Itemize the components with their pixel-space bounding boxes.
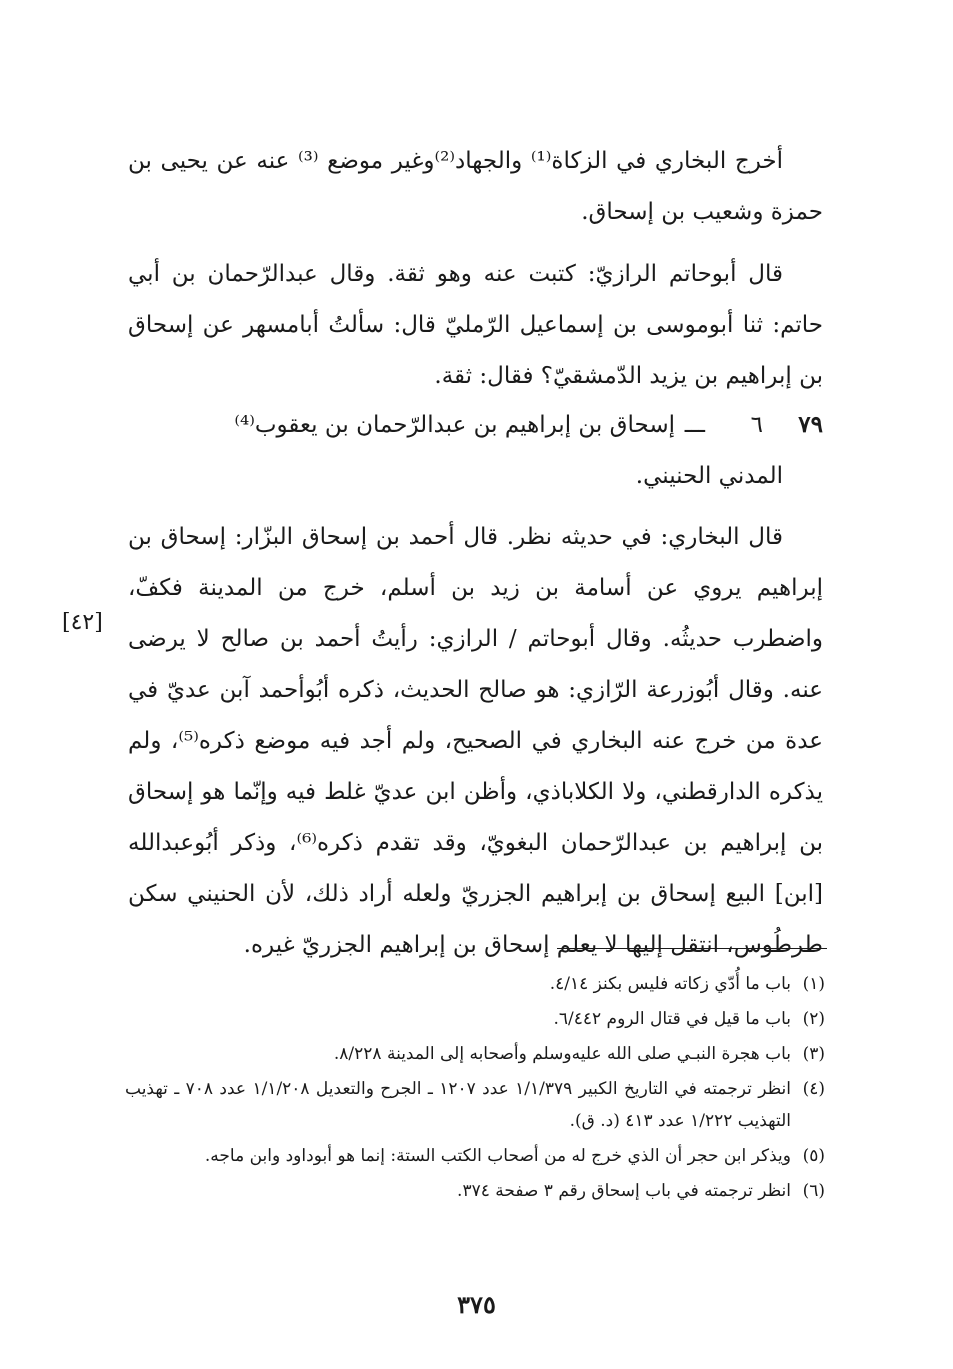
footnote-item <box>125 1003 825 1035</box>
entry-number: ٧٩ <box>798 411 823 438</box>
page-number: ٣٧٥ <box>457 1290 496 1319</box>
footnote-number: (٣) <box>802 1044 825 1064</box>
footnote-item <box>125 1140 825 1172</box>
footnote-text: باب هجرة النبـي صلى الله عليه‌وسلم وأصحابه إلى المدينة ٨/٢٢٨. <box>333 1044 791 1064</box>
footnote-item <box>125 1073 825 1137</box>
margin-page-reference: [٤٢] <box>62 610 103 635</box>
footnote-item <box>125 1175 825 1207</box>
footnote-number: (١) <box>802 974 825 994</box>
entry-heading-line <box>128 399 823 451</box>
entry-nisba: المدني الحنيني. <box>635 463 783 489</box>
footnote-text: باب ما أُدّي زكاته فليس بكنز ٤/١٤. <box>549 974 791 994</box>
entry-dash: ـــ <box>684 412 705 438</box>
footnote-item <box>125 1038 825 1070</box>
footnote-text: انظر ترجمته في التاريخ الكبير ١/١/٣٧٩ عدد ١٢٠٧ ـ الجرح والتعديل ١/١/٢٠٨ عدد ٧٠٨ ـ تهذيب التهذيب ١/٢٢٢ عدد ٤١٣ (د. ق). <box>125 1079 791 1131</box>
footnote-separator <box>557 948 827 949</box>
paragraph-bukhari-sources: أخرج البخاري في الزكاة⁽¹⁾ والجهاد⁽²⁾وغير موضع ⁽³⁾ عنه عن يحيى بن حمزة وشعيب بن إسحاق. <box>128 148 823 225</box>
footnote-number: (٦) <box>802 1181 825 1201</box>
paragraph-abu-hatim: قال أبوحاتم الرازيّ: كتبت عنه وهو ثقة. وقال عبدالرّحمان بن أبي حاتم: ثنا أبوموسى بن إسماعيل الرّمليّ قال: سألتُ أبامسهر عن إسحاق بن إبراهيم بن يزيد الدّمشقيّ؟ فقال: ثقة. <box>128 261 823 389</box>
footnote-text: باب ما قيل في قتال الروم ٦/٤٤٢. <box>553 1009 791 1029</box>
footnotes-list <box>125 968 825 1210</box>
footnote-number: (٢) <box>802 1009 825 1029</box>
footnote-text: ويذكر ابن حجر أن الذي خرج له من أصحاب الكتب الستة: إنما هو أبوداود وابن ماجه. <box>204 1146 791 1166</box>
footnote-number: (٥) <box>802 1146 825 1166</box>
biography-entry-heading <box>128 399 823 502</box>
footnote-item <box>125 968 825 1000</box>
footnote-number: (٤) <box>802 1079 825 1099</box>
entry-name: إسحاق بن إبراهيم بن عبدالرّحمان بن يعقوب⁽⁴⁾ <box>234 412 675 438</box>
paragraph-bukhari-critique: قال البخاري: في حديثه نظر. قال أحمد بن إسحاق البزّار: إسحاق بن إبراهيم يروي عن أسامة بن زيد بن أسلم، خرج من المدينة فكفّ، واضطرب حديثُه. وقال أبوحاتم / الرازي: رأيتُ أحمد بن صالح لا يرضى عنه. وقال أبُوزرعة الرّازي: هو صالح الحديث، ذكره أبُوأحمد آبن عديّ في عدة من خرج عنه البخاري في الصحيح، ولم أجد فيه موضع ذكره⁽⁵⁾، ولم يذكره الدارقطني، ولا الكلاباذي، وأظن ابن عديّ غلط فيه وإنّما هو إسحاق بن إبراهيم بن عبدالرّحمان البغويّ، وقد تقدم ذكره⁽⁶⁾، وذكر أبُوعبدالله [ابن] البيع إسحاق بن إبراهيم الجزريّ ولعله أراد ذلك، لأن الحنيني سكن طرطُوس، انتقل إليها لا يعلم إسحاق بن إبراهيم الجزريّ غيره. <box>128 524 823 958</box>
entry-sub-number: ٦ <box>750 412 763 438</box>
footnote-text: انظر ترجمته في باب إسحاق رقم ٣ صفحة ٣٧٤. <box>457 1181 791 1201</box>
entry-nisba-line <box>128 451 823 502</box>
